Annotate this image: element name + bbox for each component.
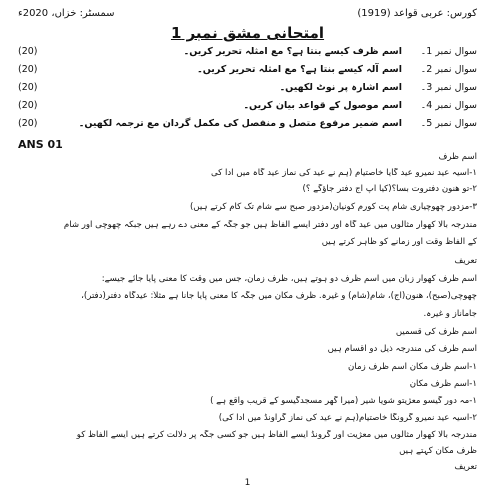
question-row	[18, 64, 477, 82]
question-label: سوال نمبر 5۔	[420, 118, 477, 129]
question-label: سوال نمبر 3۔	[420, 82, 477, 93]
question-marks: (20)	[18, 82, 38, 93]
answer-line: مندرجہ بالا کھوار مثالوں میں معژیت اور گرونڈ ایسے الفاظ ہیں جو کسی جگہ پر دلالت کرتے ہیں ایسے الفاظ کو	[76, 430, 477, 440]
question-marks: (20)	[18, 118, 38, 129]
question-row	[18, 82, 477, 100]
question-text: اسم ضمیر مرفوع متصل و منفصل کی مکمل گردان مع ترجمہ لکھیں۔	[78, 118, 402, 129]
answer-line: اسم ظرف کی قسمیں	[395, 327, 477, 337]
question-label: سوال نمبر 1۔	[420, 46, 477, 57]
answer-line: مندرجہ بالا کھوار مثالوں میں عید گاہ اور دفتر ایسے الفاظ ہیں جو جگہ کے معنی دے رہے ہیں جبکہ چھوچی اور شام	[63, 220, 477, 230]
answer-line: ۲-اسیہ عید نمیرو گرونگا خاصتیام(ہم نے عید کی نماز گراونڈ میں ادا کی)	[218, 413, 477, 423]
answer-line: تعریف	[454, 462, 477, 472]
question-marks: (20)	[18, 64, 38, 75]
question-label: سوال نمبر 2۔	[420, 64, 477, 75]
question-row	[18, 118, 477, 136]
answer-line: ۱-مہ دور گیسو معژیتو شویا شیر (میرا گھر مسجدگیسو کے قریب واقع ہے )	[210, 396, 477, 406]
answer-line: کے الفاظ وقت اور زمانے کو ظاہر کرتے ہیں	[321, 237, 477, 247]
question-row	[18, 100, 477, 118]
answer-line: جاماناز و غیرہ.	[423, 309, 477, 319]
answer-line: ۲-تو ھنون دفتروت بسآ؟(کیا آپ آج دفتر جاؤگے ؟)	[302, 184, 477, 194]
semester-header: سمسٹر: خزاں، 2020ء	[18, 8, 115, 19]
answer-line: چھوچی(صبح)، ھنون(آج)، شام(شام) و غیرہ. ظرف مکان میں جگہ کا معنی پایا جانا ہے مثلاً: عیدگاہ دفتر(دفتر)،	[81, 291, 477, 301]
page-number: 1	[244, 478, 251, 488]
answer-heading: ANS 01	[18, 138, 63, 151]
question-text: اسم موصول کے قواعد بیان کریں۔	[243, 100, 402, 111]
answer-line: اسم ظرف کھوار زبان میں اسم ظرف دو ہوتے ہیں، ظرف زمان، جس میں وقت کا معنی پایا جائے جیسے:	[101, 274, 477, 284]
question-text: اسم آلہ کیسے بنتا ہے؟ مع امثلہ تحریر کریں۔	[197, 64, 402, 75]
question-marks: (20)	[18, 46, 38, 57]
answer-line: ظرف مکان کہتے ہیں	[399, 446, 477, 456]
answer-line: ۳-مزدور چھوچیاری شام پت کورم کونیان(مزدور صبح سے شام تک کام کرتے ہیں)	[189, 202, 477, 212]
answer-line: ۱-اسیہ عید نمیرو عید گایا خاصتیام (ہم نے عید کی نماز عید گاہ میں ادا کی	[210, 168, 477, 178]
answer-line: ۱-اسم ظرف مکان	[409, 379, 477, 389]
question-marks: (20)	[18, 100, 38, 111]
course-header: کورس: عربی قواعد (1919)	[357, 8, 477, 19]
assignment-title: امتحانی مشق نمبر 1	[170, 24, 325, 42]
answer-line: تعریف	[454, 256, 477, 266]
question-text: اسم ظرف کیسے بنتا ہے؟ مع امثلہ تحریر کریں۔	[183, 46, 402, 57]
answer-line: اسم ظرف کی مندرجہ ذیل دو اقسام ہیں	[327, 344, 477, 354]
answer-line: ۱-اسم ظرف مکان اسم ظرف زمان	[348, 362, 477, 372]
answer-line: اسم ظرف	[438, 152, 477, 162]
question-label: سوال نمبر 4۔	[420, 100, 477, 111]
question-row	[18, 46, 477, 64]
question-text: اسم اشارہ پر نوٹ لکھیں۔	[279, 82, 402, 93]
